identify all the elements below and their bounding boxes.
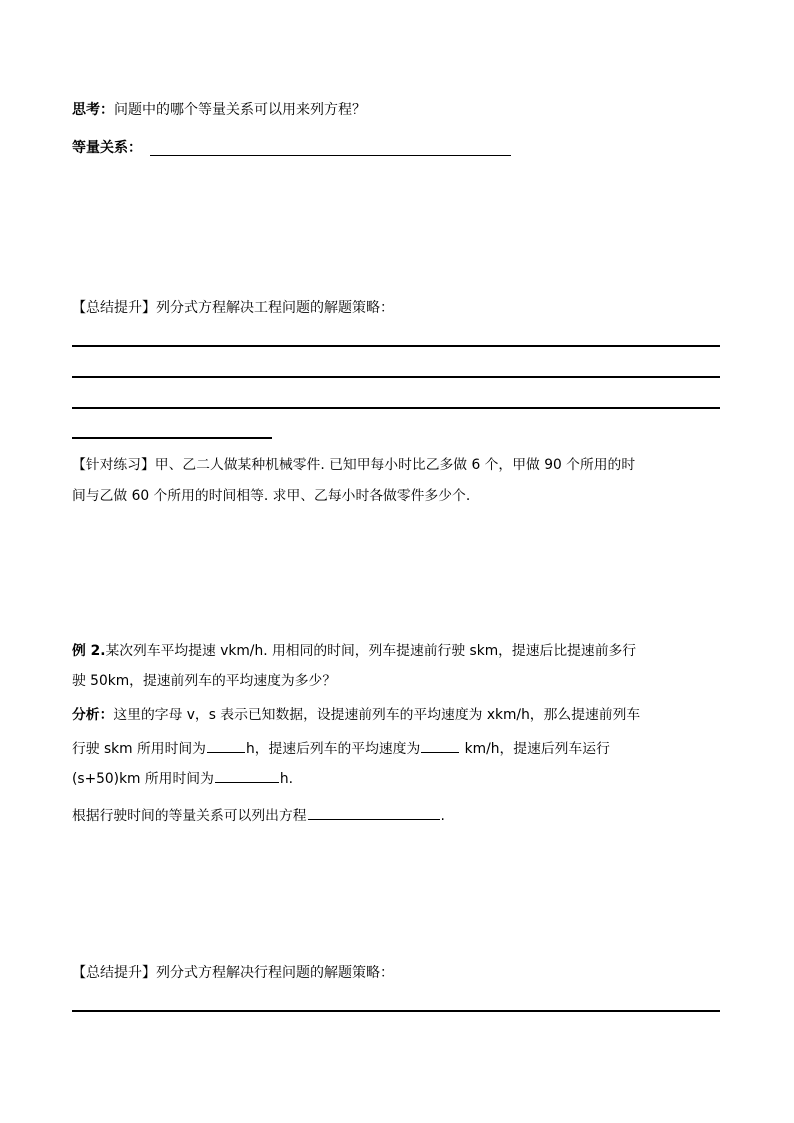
practice-line-2: 间与乙做 60 个所用的时间相等. 求甲、乙每小时各做零件多少个.	[72, 488, 471, 504]
summary-travel: 【总结提升】列分式方程解决行程问题的解题策略：	[72, 965, 394, 981]
equal-relation-label: 等量关系：	[72, 140, 142, 156]
equation-blank[interactable]	[308, 803, 440, 820]
answer-line-5[interactable]	[72, 1010, 720, 1012]
analysis-label: 分析：	[72, 707, 114, 723]
practice-line-1: 【针对练习】甲、乙二人做某种机械零件. 已知甲每小时比乙多做 6 个，甲做 90 个所用的时	[72, 457, 636, 473]
example2-text-1: 某次列车平均提速 vkm/h. 用相同的时间，列车提速前行驶 skm，提速后比提速前多行	[105, 643, 637, 659]
think-question	[72, 100, 366, 120]
analysis-text-2c: km/h，提速后列车运行	[464, 741, 610, 757]
analysis-text-2a: 行驶 skm 所用时间为	[72, 741, 206, 757]
analysis-line-1	[72, 705, 640, 725]
equation-text: 根据行驶时间的等量关系可以列出方程	[72, 808, 307, 824]
speed-after-blank[interactable]	[421, 736, 459, 753]
think-label: 思考：	[72, 102, 114, 118]
equation-line	[72, 803, 445, 826]
equal-relation-blank[interactable]	[150, 155, 511, 156]
think-text: 问题中的哪个等量关系可以用来列方程？	[114, 102, 366, 118]
example2-label: 例 2.	[72, 643, 106, 659]
answer-line-4[interactable]	[72, 437, 272, 439]
summary-engineering: 【总结提升】列分式方程解决工程问题的解题策略：	[72, 300, 394, 316]
analysis-text-2b: h，提速后列车的平均速度为	[245, 741, 421, 757]
analysis-line-2	[72, 736, 610, 759]
example2-line-2: 驶 50km，提速前列车的平均速度为多少？	[72, 673, 337, 689]
answer-line-2[interactable]	[72, 376, 720, 378]
analysis-line-3	[72, 766, 293, 789]
time-before-blank[interactable]	[207, 736, 245, 753]
time-after-blank[interactable]	[215, 766, 279, 783]
equation-period: .	[440, 808, 445, 824]
analysis-text-3a: (s+50)km 所用时间为	[72, 771, 214, 787]
answer-line-1[interactable]	[72, 345, 720, 347]
example2-line-1	[72, 641, 636, 661]
analysis-text-1: 这里的字母 v，s 表示已知数据，设提速前列车的平均速度为 xkm/h，那么提速前列车	[113, 707, 641, 723]
equal-relation-row	[72, 138, 142, 158]
analysis-text-3b: h.	[279, 771, 294, 787]
answer-line-3[interactable]	[72, 407, 720, 409]
